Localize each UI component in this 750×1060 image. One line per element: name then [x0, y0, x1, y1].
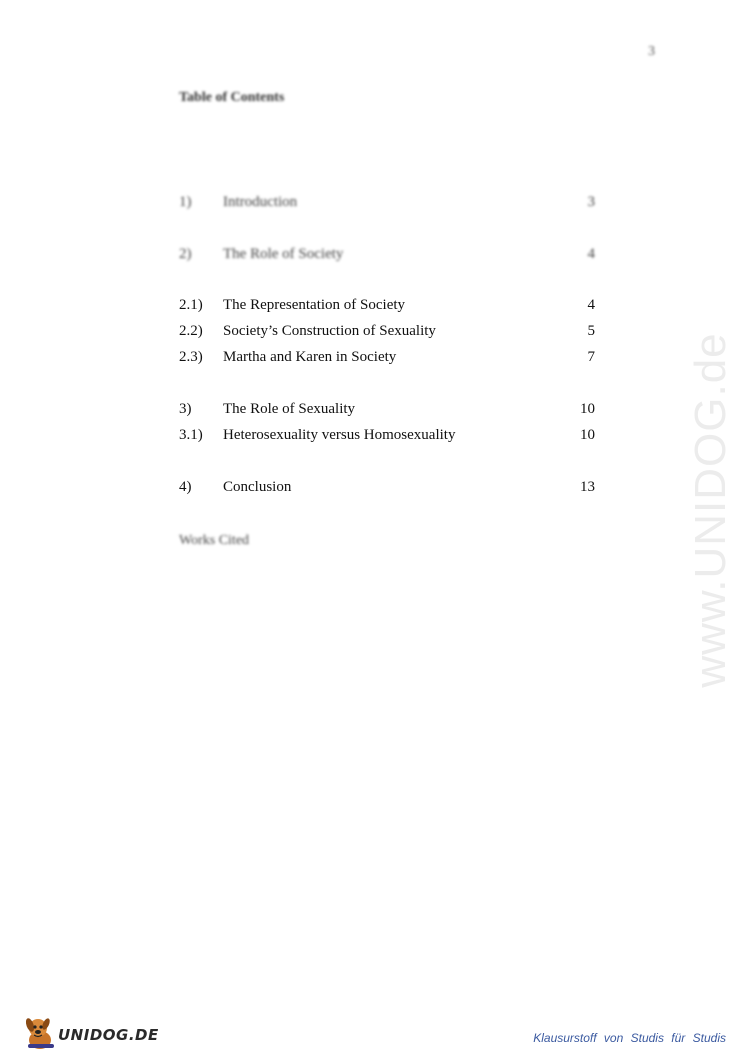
watermark-text: www.UNIDOG.de — [686, 332, 735, 688]
footer-tagline: Klausurstoff von Studis für Studis — [533, 1031, 726, 1045]
unidog-logo — [22, 1012, 159, 1052]
toc-entry — [179, 194, 595, 214]
toc-entry-number: 3.1) — [179, 427, 203, 443]
toc-entry — [179, 297, 595, 317]
toc-heading: Table of Contents — [179, 90, 285, 105]
toc-entry — [179, 427, 595, 447]
toc-entry-page: 5 — [587, 323, 595, 339]
toc-entry — [179, 479, 595, 499]
toc-entry — [179, 246, 595, 266]
toc-entry-number: 2) — [179, 246, 192, 262]
toc-entry — [179, 323, 595, 343]
toc-entry-page: 4 — [587, 246, 595, 262]
toc-entry-title: Conclusion — [223, 479, 292, 495]
toc-entry-title: The Role of Society — [223, 246, 344, 262]
toc-entry-page: 10 — [580, 401, 595, 417]
toc-entry-title: The Role of Sexuality — [223, 401, 356, 417]
toc-entry-title: Heterosexuality versus Homosexuality — [223, 427, 456, 443]
toc-entry-page: 4 — [587, 297, 595, 313]
toc-entry-title: Society’s Construction of Sexuality — [223, 323, 436, 339]
toc-entry — [179, 401, 595, 421]
logo-text: UNIDOG.DE — [58, 1026, 159, 1044]
toc-entry-title: Martha and Karen in Society — [223, 349, 397, 365]
dog-mascot-icon — [22, 1012, 62, 1052]
toc-entry-page: 7 — [587, 349, 595, 365]
toc-entry-number: 4) — [179, 479, 192, 495]
toc-entry-number: 1) — [179, 194, 192, 210]
page-number: 3 — [648, 44, 655, 59]
toc-entry-page: 13 — [580, 479, 595, 495]
toc-entry-number: 2.3) — [179, 349, 203, 365]
works-cited-heading: Works Cited — [179, 533, 250, 548]
toc-entry-page: 3 — [587, 194, 595, 210]
toc-entry-title: Introduction — [223, 194, 298, 210]
toc-entry-number: 2.1) — [179, 297, 203, 313]
toc-entry-number: 2.2) — [179, 323, 203, 339]
toc-entry — [179, 349, 595, 369]
toc-entry-page: 10 — [580, 427, 595, 443]
toc-entry-number: 3) — [179, 401, 192, 417]
toc-entry-title: The Representation of Society — [223, 297, 406, 313]
